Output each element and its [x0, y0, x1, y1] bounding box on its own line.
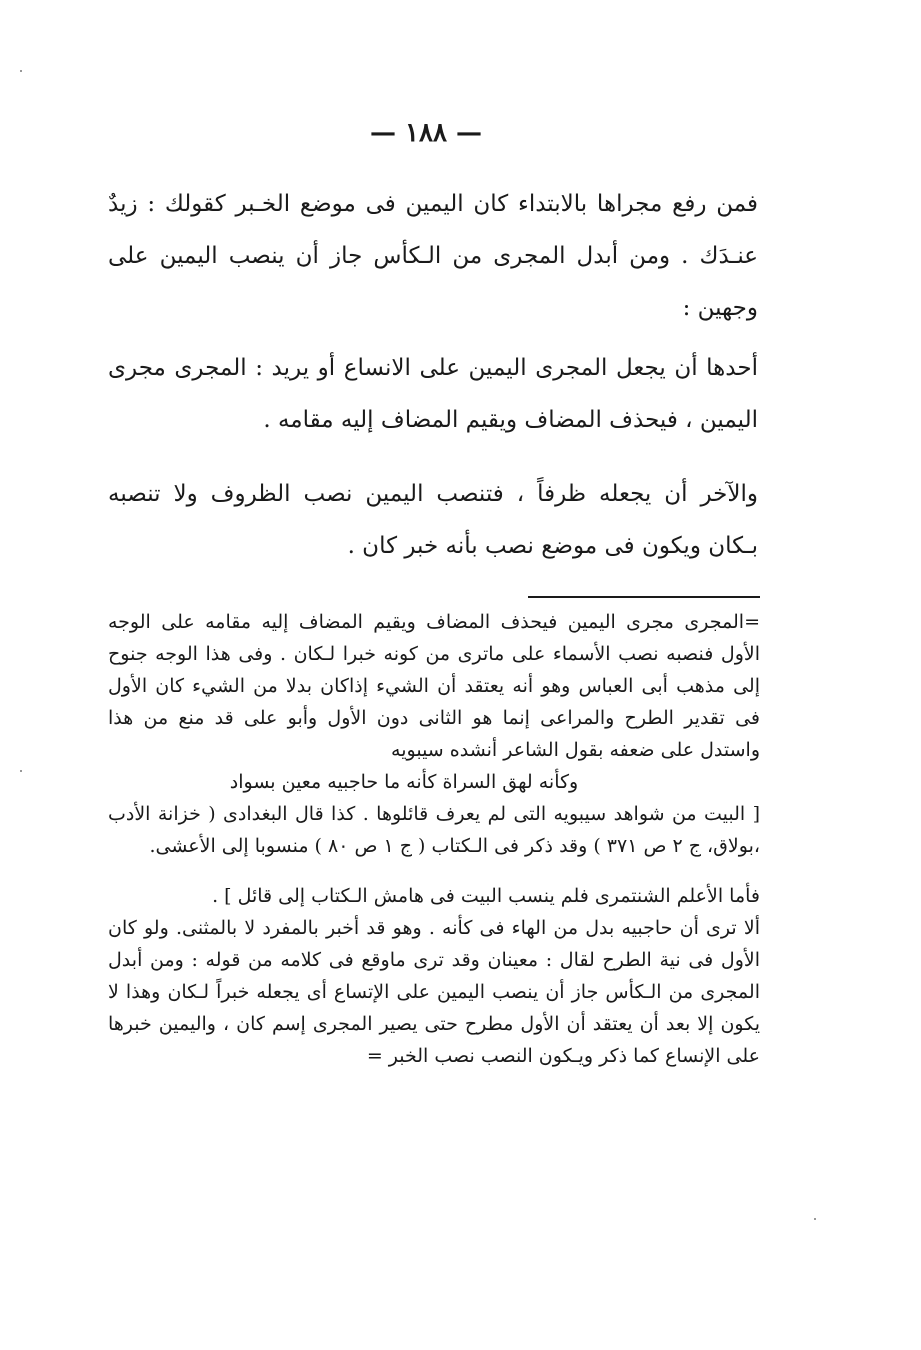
main-paragraph: فمن رفع مجراها بالابتداء كان اليمين فى موضع الخـبر كقولك : زيدٌ عنـدَك . ومن أبدل المجرى من الـكأس جاز أن ينصب اليمين على وجهين : — [108, 191, 758, 321]
main-paragraph: والآخر أن يجعله ظرفاً ، فتنصب اليمين نصب الظروف ولا تنصبه بـكان ويكون فى موضع نصب بأنه خبر كان . — [108, 481, 758, 559]
footnotes-section — [108, 606, 760, 1072]
footnote-paragraph: ألا ترى أن حاجبيه بدل من الهاء فى كأنه . وهو قد أخبر بالمفرد لا بالمثنى. ولو كان الأول فى نية الطرح لقال : معينان وقد ترى ماوقع فى كلامه من قوله : ومن أبدل المجرى من الـكأس جاز أن ينصب اليمين على الإتساع أى يجعله خبراً لـكان وهذا لا يكون إلا بعد أن يعتقد أن الأول مطرح حتى يصير المجرى إسم كان ، واليمين خبرها على الإنساع كما ذكر ويـكون النصب نصب الخبر = — [108, 917, 760, 1067]
main-text-body — [108, 178, 758, 594]
footnote-paragraph: فأما الأعلم الشنتمرى فلم ينسب البيت فى هامش الـكتاب إلى قائل ] . — [212, 885, 760, 907]
main-paragraph: أحدها أن يجعل المجرى اليمين على الانساع أو يريد : المجرى مجرى اليمين ، فيحذف المضاف ويقيم المضاف إليه مقامه . — [108, 355, 758, 433]
scan-speck — [20, 770, 22, 772]
footnote-paragraph: =المجرى مجرى اليمين فيحذف المضاف ويقيم المضاف إليه مقامه على الوجه الأول فنصبه نصب الأسماء على ماترى من كونه خبرا لـكان . وفى هذا الوجه جنوح إلى مذهب أبى العباس وهو أنه يعتقد أن الشيء إذاكان بدلا من الشيء كان الأول فى تقدير الطرح والمراعى إنما هو الثانى دون الأول وأبو على قد منع من هذا واستدل على ضعفه بقول الشاعر أنشده سيبويه — [108, 611, 760, 761]
scan-speck — [814, 1218, 816, 1220]
footnote-paragraph: [ البيت من شواهد سيبويه التى لم يعرف قائلوها . كذا قال البغدادى ( خزانة الأدب ،بولاق، ج ٢ ص ٣٧١ ) وقد ذكر فى الـكتاب ( ج ١ ص ٨٠ ) منسوبا إلى الأعشى. — [108, 803, 760, 857]
footnote-divider — [528, 596, 760, 598]
footnote-verse: وكأنه لهق السراة كأنه ما حاجبيه معين بسواد — [229, 771, 579, 793]
scan-speck — [20, 70, 22, 72]
footnote-spacer — [108, 862, 760, 880]
page-number: — ١٨٨ — — [369, 118, 483, 148]
